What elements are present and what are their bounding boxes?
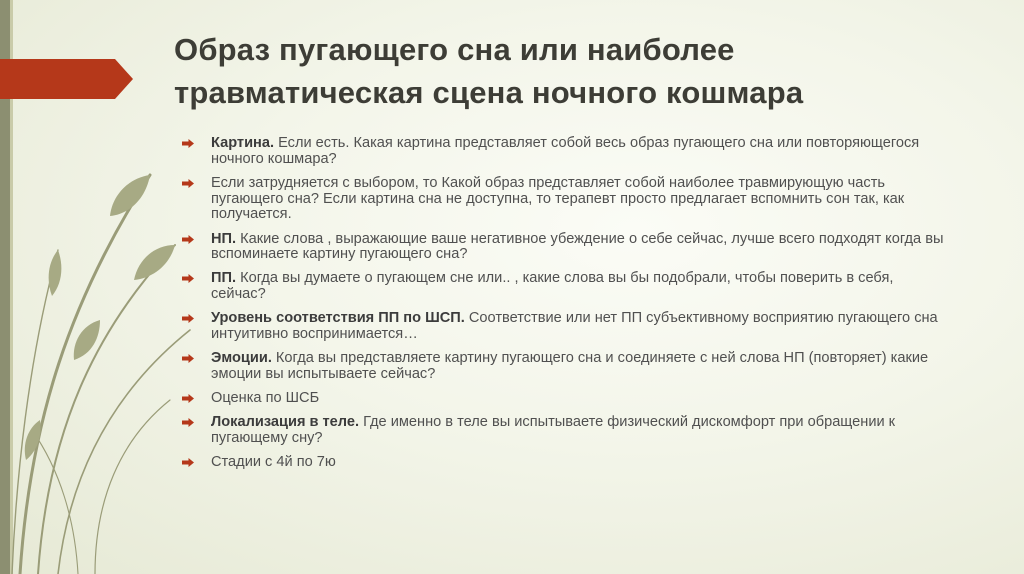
arrow-bullet-icon	[182, 139, 194, 148]
bullet-item-validity-level	[182, 311, 952, 342]
bullet-list	[182, 136, 952, 479]
bullet-item-stages	[182, 455, 952, 471]
bullet-text: Соответствие или нет ПП субъективному восприятию пугающего сна интуитивно воспринимается…	[211, 310, 938, 343]
bullet-label: Эмоции.	[211, 350, 272, 367]
bullet-text: Какие слова , выражающие ваше негативное убеждение о себе сейчас, лучше всего подходят когда вы вспоминаете картину пугающего сна?	[211, 230, 944, 263]
bullet-item-positive-belief	[182, 271, 952, 302]
arrow-bullet-icon	[182, 458, 194, 467]
title-line-2: травматическая сцена ночного кошмара	[174, 75, 804, 110]
slide-title	[174, 28, 994, 114]
arrow-bullet-icon	[182, 235, 194, 244]
bullet-item-sud-rating	[182, 391, 952, 407]
bullet-text: Если есть. Какая картина представляет собой весь образ пугающего сна или повторяющегося ночного кошмара?	[211, 135, 920, 167]
arrow-bullet-icon	[182, 418, 194, 427]
arrow-bullet-icon	[182, 394, 194, 403]
bullet-text: Оценка по ШСБ	[211, 390, 320, 407]
bullet-item-picture	[182, 136, 952, 167]
bullet-item-emotions	[182, 351, 952, 382]
title-line-1: Образ пугающего сна или наиболее	[174, 32, 735, 67]
bullet-label: Уровень соответствия ПП по ШСП.	[211, 310, 465, 327]
arrow-bullet-icon	[182, 179, 194, 188]
bullet-text: Если затрудняется с выбором, то Какой образ представляет собой наиболее травмирующую часть пугающего сна? Если картина сна не доступна, то терапевт просто предлагает вспомнить сон так, как получается.	[211, 174, 905, 223]
bullet-item-negative-belief	[182, 232, 952, 263]
arrow-bullet-icon	[182, 354, 194, 363]
bullet-label: НП.	[211, 230, 237, 247]
arrow-bullet-icon	[182, 274, 194, 283]
arrow-bullet-icon	[182, 314, 194, 323]
bullet-label: Локализация в теле.	[211, 414, 360, 431]
bullet-item-difficulty	[182, 176, 952, 223]
bullet-label: Картина.	[211, 135, 275, 151]
bullet-label: ПП.	[211, 270, 237, 287]
bullet-item-body-location	[182, 415, 952, 446]
bullet-text: Где именно в теле вы испытываете физический дискомфорт при обращении к пугающему сну?	[211, 414, 896, 447]
bullet-text: Когда вы представляете картину пугающего сна и соединяете с ней слова НП (повторяет) какие эмоции вы испытываете сейчас?	[211, 350, 929, 382]
bullet-text: Стадии с 4й по 7ю	[211, 454, 336, 471]
accent-arrow-shape	[0, 59, 133, 99]
bullet-text: Когда вы думаете о пугающем сне или.. , какие слова вы бы подобрали, чтобы поверить в себя, сейчас?	[211, 270, 894, 303]
